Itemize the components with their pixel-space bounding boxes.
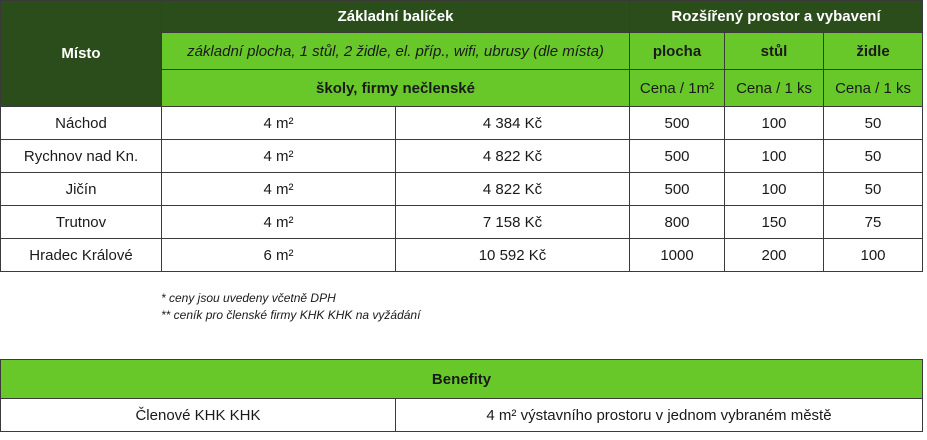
- cell-price: 4 822 Kč: [396, 140, 630, 173]
- header-audience: školy, firmy nečlenské: [162, 70, 630, 107]
- header-extended: Rozšířený prostor a vybavení: [630, 1, 923, 33]
- benefits-title: Benefity: [1, 360, 923, 399]
- header-col-plocha: plocha: [630, 33, 725, 70]
- benefits-table: [0, 359, 923, 432]
- cell-price: 10 592 Kč: [396, 239, 630, 272]
- cell-stul: 150: [725, 206, 824, 239]
- cell-stul: 100: [725, 173, 824, 206]
- benefit-value: 4 m² výstavního prostoru v jednom vybraném městě: [396, 399, 923, 432]
- note-vat: * ceny jsou uvedeny včetně DPH: [161, 291, 336, 305]
- header-place: Místo: [1, 1, 162, 107]
- cell-price: 4 822 Kč: [396, 173, 630, 206]
- cell-place: Jičín: [1, 173, 162, 206]
- header-basic-package-desc: základní plocha, 1 stůl, 2 židle, el. příp., wifi, ubrusy (dle místa): [162, 33, 630, 70]
- cell-area: 6 m²: [162, 239, 396, 272]
- cell-area: 4 m²: [162, 107, 396, 140]
- cell-price: 7 158 Kč: [396, 206, 630, 239]
- cell-area: 4 m²: [162, 140, 396, 173]
- cell-zidle: 75: [824, 206, 923, 239]
- cell-stul: 200: [725, 239, 824, 272]
- cell-zidle: 50: [824, 173, 923, 206]
- cell-price: 4 384 Kč: [396, 107, 630, 140]
- cell-plocha: 800: [630, 206, 725, 239]
- header-unit-zidle: Cena / 1 ks: [824, 70, 923, 107]
- table-row: [1, 206, 923, 239]
- cell-area: 4 m²: [162, 173, 396, 206]
- cell-plocha: 500: [630, 173, 725, 206]
- header-basic-package: Základní balíček: [162, 1, 630, 33]
- cell-zidle: 50: [824, 107, 923, 140]
- cell-stul: 100: [725, 140, 824, 173]
- cell-place: Rychnov nad Kn.: [1, 140, 162, 173]
- cell-zidle: 100: [824, 239, 923, 272]
- price-notes: [161, 290, 420, 324]
- cell-area: 4 m²: [162, 206, 396, 239]
- header-unit-plocha: Cena / 1m²: [630, 70, 725, 107]
- header-col-stul: stůl: [725, 33, 824, 70]
- cell-place: Náchod: [1, 107, 162, 140]
- cell-zidle: 50: [824, 140, 923, 173]
- cell-stul: 100: [725, 107, 824, 140]
- cell-plocha: 500: [630, 107, 725, 140]
- cell-place: Trutnov: [1, 206, 162, 239]
- header-col-zidle: židle: [824, 33, 923, 70]
- table-row: [1, 173, 923, 206]
- benefit-label: Členové KHK KHK: [1, 399, 396, 432]
- cell-plocha: 500: [630, 140, 725, 173]
- note-members: ** ceník pro členské firmy KHK KHK na vyžádání: [161, 308, 421, 322]
- table-row: [1, 140, 923, 173]
- cell-place: Hradec Králové: [1, 239, 162, 272]
- table-row: [1, 107, 923, 140]
- table-row: [1, 239, 923, 272]
- header-unit-stul: Cena / 1 ks: [725, 70, 824, 107]
- table-row: [1, 399, 923, 432]
- cell-plocha: 1000: [630, 239, 725, 272]
